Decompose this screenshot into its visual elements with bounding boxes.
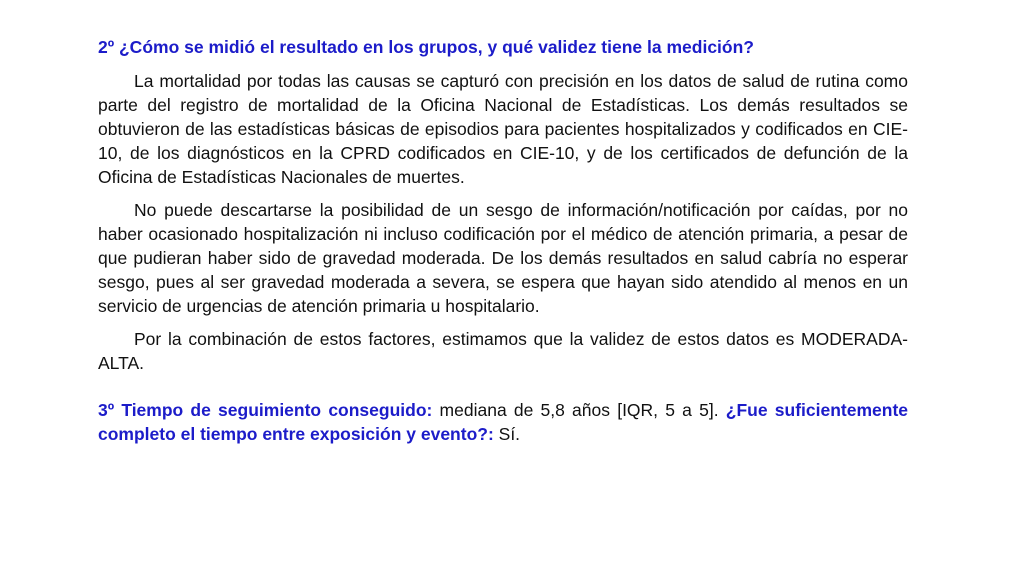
- section-3-paragraph: [98, 398, 908, 446]
- section-3-value: mediana de 5,8 años [IQR, 5 a 5].: [432, 400, 726, 420]
- section-2-paragraph-2: No puede descartarse la posibilidad de un sesgo de información/notificación por caídas, por no haber ocasionado hospitalización ni incluso codificación por el médico de atención primaria, a pesar de que pudieran haber sido de gravedad moderada. De los demás resultados en salud cabría no esperar sesgo, pues al ser gravedad moderada a severa, se espera que hayan sido atendido al menos en un servicio de urgencias de atención primaria u hospitalario.: [98, 200, 908, 316]
- section-3-answer: Sí.: [493, 424, 521, 444]
- section-3-question: ¿Fue suficientemente completo el tiempo entre exposición y evento?:: [98, 400, 908, 444]
- section-2-heading: 2º ¿Cómo se midió el resultado en los grupos, y qué validez tiene la medición?: [98, 37, 754, 57]
- section-2-paragraph-1: La mortalidad por todas las causas se capturó con precisión en los datos de salud de rutina como parte del registro de mortalidad de la Oficina Nacional de Estadísticas. Los demás resultados se obtuvieron de las estadísticas básicas de episodios para pacientes hospitalizados y codificados en CIE-10, de los diagnósticos en la CPRD codificados en CIE-10, y de los certificados de defunción de la Oficina de Estadísticas Nacionales de muertes.: [98, 71, 908, 187]
- slide-content: [98, 35, 908, 446]
- section-2-paragraph-3: Por la combinación de estos factores, estimamos que la validez de estos datos es MODERADA-ALTA.: [98, 329, 908, 373]
- section-3-label: 3º Tiempo de seguimiento conseguido:: [98, 400, 433, 420]
